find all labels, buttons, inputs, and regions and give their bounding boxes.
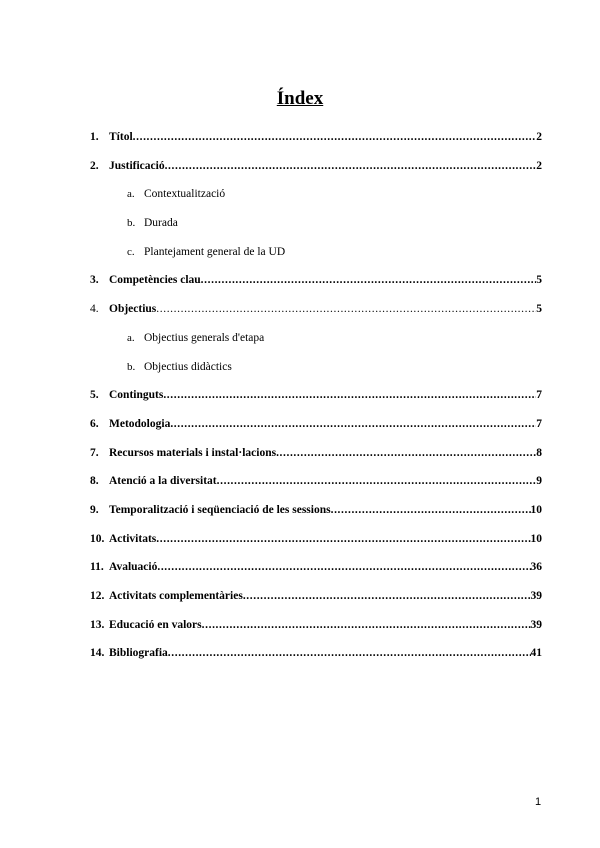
entry-number: 1. [90,131,99,143]
entry-page: 5 [536,303,542,316]
entry-page: 8 [536,446,542,459]
dot-leader [217,473,537,489]
entry-page: 41 [530,647,542,660]
toc-subentry[interactable] [90,186,542,215]
entry-page: 7 [536,417,542,430]
entry-number: c. [127,245,135,258]
toc-entry[interactable] [90,129,542,158]
entry-label: Objectius [109,303,157,316]
entry-number: 13. [90,618,105,631]
entry-number: a. [127,331,135,344]
toc-subentry[interactable] [90,330,542,359]
dot-leader [168,645,531,661]
entry-page: 39 [530,618,542,631]
entry-number: 6. [90,417,99,430]
entry-number: 11. [90,561,104,574]
entry-label: Metodologia [109,417,171,430]
dot-leader [276,445,536,461]
entry-label: Avaluació [109,561,158,574]
entry-label: Títol [109,131,133,143]
dot-leader [156,301,536,317]
toc-entry[interactable] [90,387,542,416]
toc-subentry[interactable] [90,215,542,244]
dot-leader [170,416,536,432]
dot-leader [331,502,531,518]
entry-page: 39 [530,590,542,602]
entry-label: Contextualització [144,188,226,201]
entry-number: b. [127,360,136,373]
entry-label: Atenció a la diversitat [109,475,217,488]
toc-entry[interactable] [90,531,542,560]
entry-number: a. [127,188,135,201]
entry-label: Recursos materials i instal·lacions [109,446,277,459]
dot-leader [163,387,536,403]
entry-number: 8. [90,475,99,488]
entry-number: b. [127,217,136,230]
entry-number: 3. [90,274,99,287]
entry-label: Competències clau [109,274,201,287]
entry-page: 9 [536,475,542,488]
entry-label: Bibliografia [109,647,168,660]
toc-entry[interactable] [90,272,542,301]
entry-page: 5 [536,274,542,287]
entry-page: 7 [536,389,542,402]
toc-entry[interactable] [90,645,542,674]
toc-subentry[interactable] [90,359,542,388]
entry-number: 10. [90,532,105,545]
entry-number: 5. [90,389,99,402]
toc-entry[interactable] [90,473,542,502]
entry-label: Continguts [109,389,164,402]
toc-entry[interactable] [90,559,542,588]
entry-number: 2. [90,159,99,172]
entry-page: 10 [530,503,542,516]
dot-leader [201,272,537,288]
entry-page: 36 [530,561,542,574]
toc-entry[interactable] [90,158,542,187]
entry-number: 9. [90,503,99,516]
dot-leader [133,129,537,145]
toc-entry[interactable] [90,301,542,330]
entry-number: 4. [90,303,99,316]
entry-label: Activitats [109,532,157,545]
entry-label: Activitats complementàries [109,590,243,602]
dot-leader [243,588,531,604]
entry-label: Educació en valors [109,618,202,631]
entry-number: 7. [90,446,99,459]
entry-label: Objectius didàctics [144,360,232,373]
dot-leader [202,617,531,633]
entry-page: 2 [536,159,542,172]
page-title: Índex [276,88,324,109]
toc-entry[interactable] [90,588,542,617]
toc-subentry[interactable] [90,244,542,273]
toc-entry[interactable] [90,416,542,445]
entry-label: Durada [144,217,178,230]
page-number: 1 [535,796,542,808]
entry-label: Objectius generals d'etapa [144,331,265,344]
entry-label: Justificació [109,159,165,172]
dot-leader [157,559,530,575]
entry-number: 14. [90,647,105,660]
entry-label: Plantejament general de la UD [144,245,286,258]
entry-label: Temporalització i seqüenciació de les sessions [109,503,331,516]
table-of-contents [90,129,542,674]
dot-leader [156,531,530,547]
toc-entry[interactable] [90,617,542,646]
dot-leader [165,158,537,174]
entry-page: 2 [536,131,542,143]
entry-page: 10 [530,532,542,545]
toc-entry[interactable] [90,502,542,531]
entry-number: 12. [90,590,105,602]
toc-entry[interactable] [90,445,542,474]
